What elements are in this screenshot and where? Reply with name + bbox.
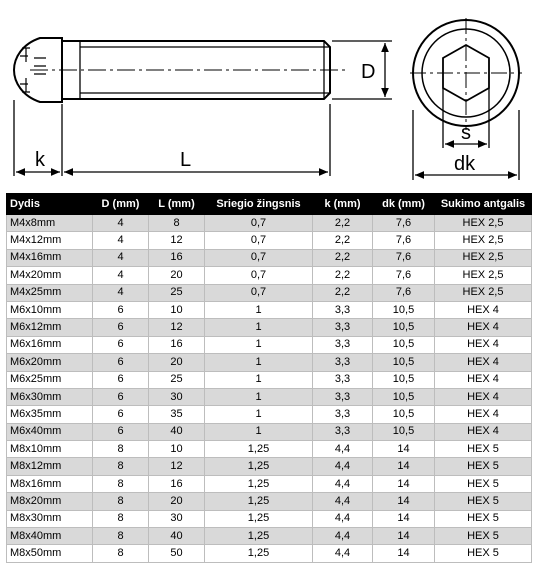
- cell-diameter: 4: [93, 215, 149, 232]
- cell-length: 12: [149, 458, 205, 475]
- label-dk: dk: [454, 153, 476, 175]
- cell-length: 30: [149, 510, 205, 527]
- cell-diameter: 8: [93, 528, 149, 545]
- cell-size: M4x16mm: [7, 249, 93, 266]
- cell-size: M6x10mm: [7, 301, 93, 318]
- cell-length: 12: [149, 232, 205, 249]
- cell-diameter: 6: [93, 336, 149, 353]
- cell-head-diameter: 7,6: [373, 249, 435, 266]
- cell-drive: HEX 2,5: [435, 215, 532, 232]
- cell-head-height: 4,4: [313, 545, 373, 562]
- cell-size: M8x30mm: [7, 510, 93, 527]
- cell-drive: HEX 4: [435, 319, 532, 336]
- cell-drive: HEX 4: [435, 406, 532, 423]
- cell-head-height: 4,4: [313, 475, 373, 492]
- table-row: [7, 232, 532, 249]
- cell-diameter: 4: [93, 267, 149, 284]
- cell-head-height: 3,3: [313, 406, 373, 423]
- cell-length: 16: [149, 336, 205, 353]
- table-row: [7, 528, 532, 545]
- cell-head-diameter: 10,5: [373, 423, 435, 440]
- bolt-side-view: [14, 38, 348, 102]
- cell-head-diameter: 14: [373, 545, 435, 562]
- cell-length: 10: [149, 301, 205, 318]
- cell-thread-pitch: 0,7: [205, 267, 313, 284]
- cell-diameter: 6: [93, 406, 149, 423]
- cell-size: M4x20mm: [7, 267, 93, 284]
- cell-diameter: 8: [93, 545, 149, 562]
- cell-thread-pitch: 1,25: [205, 458, 313, 475]
- header-diameter: D (mm): [93, 194, 149, 215]
- cell-head-height: 3,3: [313, 388, 373, 405]
- cell-diameter: 8: [93, 493, 149, 510]
- cell-thread-pitch: 0,7: [205, 249, 313, 266]
- cell-drive: HEX 2,5: [435, 232, 532, 249]
- table-row: [7, 441, 532, 458]
- cell-head-diameter: 14: [373, 441, 435, 458]
- cell-drive: HEX 4: [435, 423, 532, 440]
- cell-drive: HEX 5: [435, 528, 532, 545]
- cell-size: M6x40mm: [7, 423, 93, 440]
- cell-head-diameter: 10,5: [373, 336, 435, 353]
- cell-length: 12: [149, 319, 205, 336]
- cell-drive: HEX 5: [435, 510, 532, 527]
- cell-diameter: 8: [93, 475, 149, 492]
- table-row: [7, 267, 532, 284]
- cell-drive: HEX 2,5: [435, 284, 532, 301]
- table-row: [7, 510, 532, 527]
- cell-thread-pitch: 0,7: [205, 215, 313, 232]
- cell-head-diameter: 7,6: [373, 232, 435, 249]
- cell-length: 8: [149, 215, 205, 232]
- table-row: [7, 545, 532, 562]
- cell-head-diameter: 7,6: [373, 267, 435, 284]
- cell-length: 20: [149, 493, 205, 510]
- cell-head-height: 4,4: [313, 528, 373, 545]
- cell-head-height: 4,4: [313, 493, 373, 510]
- table-row: [7, 371, 532, 388]
- cell-head-height: 3,3: [313, 301, 373, 318]
- table-header-row: [7, 194, 532, 215]
- cell-head-height: 2,2: [313, 232, 373, 249]
- table-row: [7, 475, 532, 492]
- cell-drive: HEX 5: [435, 441, 532, 458]
- cell-thread-pitch: 1,25: [205, 545, 313, 562]
- header-thread-pitch: Sriegio žingsnis: [205, 194, 313, 215]
- cell-head-height: 3,3: [313, 354, 373, 371]
- cell-length: 40: [149, 528, 205, 545]
- cell-drive: HEX 4: [435, 371, 532, 388]
- cell-thread-pitch: 0,7: [205, 284, 313, 301]
- cell-drive: HEX 4: [435, 354, 532, 371]
- cell-head-diameter: 14: [373, 510, 435, 527]
- cell-size: M4x12mm: [7, 232, 93, 249]
- cell-thread-pitch: 1,25: [205, 528, 313, 545]
- cell-size: M6x25mm: [7, 371, 93, 388]
- table-row: [7, 493, 532, 510]
- cell-thread-pitch: 1: [205, 301, 313, 318]
- cell-head-diameter: 14: [373, 458, 435, 475]
- table-row: [7, 215, 532, 232]
- header-head-height: k (mm): [313, 194, 373, 215]
- cell-drive: HEX 4: [435, 388, 532, 405]
- cell-diameter: 4: [93, 232, 149, 249]
- cell-drive: HEX 5: [435, 458, 532, 475]
- cell-thread-pitch: 1,25: [205, 441, 313, 458]
- cell-thread-pitch: 1: [205, 371, 313, 388]
- cell-drive: HEX 5: [435, 475, 532, 492]
- cell-head-diameter: 14: [373, 475, 435, 492]
- table-body: [7, 215, 532, 563]
- cell-size: M6x16mm: [7, 336, 93, 353]
- cell-size: M6x20mm: [7, 354, 93, 371]
- cell-head-diameter: 10,5: [373, 371, 435, 388]
- cell-thread-pitch: 1: [205, 388, 313, 405]
- cell-length: 25: [149, 371, 205, 388]
- label-D: D: [361, 61, 376, 83]
- cell-thread-pitch: 0,7: [205, 232, 313, 249]
- cell-length: 20: [149, 267, 205, 284]
- cell-drive: HEX 5: [435, 545, 532, 562]
- cell-head-diameter: 14: [373, 493, 435, 510]
- table-row: [7, 388, 532, 405]
- cell-size: M8x20mm: [7, 493, 93, 510]
- table-row: [7, 319, 532, 336]
- cell-diameter: 8: [93, 510, 149, 527]
- cell-size: M8x10mm: [7, 441, 93, 458]
- table-row: [7, 458, 532, 475]
- cell-head-diameter: 7,6: [373, 215, 435, 232]
- cell-size: M6x35mm: [7, 406, 93, 423]
- cell-head-height: 3,3: [313, 371, 373, 388]
- cell-thread-pitch: 1,25: [205, 493, 313, 510]
- cell-thread-pitch: 1: [205, 406, 313, 423]
- cell-diameter: 6: [93, 388, 149, 405]
- cell-size: M4x25mm: [7, 284, 93, 301]
- cell-diameter: 4: [93, 284, 149, 301]
- cell-diameter: 4: [93, 249, 149, 266]
- cell-drive: HEX 2,5: [435, 267, 532, 284]
- cell-thread-pitch: 1: [205, 354, 313, 371]
- cell-diameter: 6: [93, 319, 149, 336]
- cell-size: M8x16mm: [7, 475, 93, 492]
- length-dimensions: [14, 100, 330, 176]
- cell-head-height: 2,2: [313, 215, 373, 232]
- cell-length: 40: [149, 423, 205, 440]
- table-row: [7, 423, 532, 440]
- table-row: [7, 336, 532, 353]
- cell-drive: HEX 4: [435, 301, 532, 318]
- cell-length: 16: [149, 249, 205, 266]
- cell-head-diameter: 14: [373, 528, 435, 545]
- label-k: k: [35, 149, 45, 171]
- cell-head-diameter: 7,6: [373, 284, 435, 301]
- table-row: [7, 406, 532, 423]
- cell-head-height: 2,2: [313, 267, 373, 284]
- cell-thread-pitch: 1: [205, 423, 313, 440]
- cell-diameter: 6: [93, 301, 149, 318]
- cell-thread-pitch: 1: [205, 336, 313, 353]
- header-length: L (mm): [149, 194, 205, 215]
- cell-size: M4x8mm: [7, 215, 93, 232]
- cell-head-height: 3,3: [313, 423, 373, 440]
- cell-length: 16: [149, 475, 205, 492]
- header-head-diameter: dk (mm): [373, 194, 435, 215]
- bolt-size-table: [6, 193, 532, 563]
- cell-drive: HEX 5: [435, 493, 532, 510]
- cell-size: M6x12mm: [7, 319, 93, 336]
- cell-head-height: 4,4: [313, 441, 373, 458]
- cell-head-height: 3,3: [313, 336, 373, 353]
- cell-head-height: 4,4: [313, 510, 373, 527]
- table-row: [7, 284, 532, 301]
- cell-length: 20: [149, 354, 205, 371]
- bolt-technical-drawing: [0, 0, 540, 192]
- cell-size: M8x50mm: [7, 545, 93, 562]
- cell-size: M6x30mm: [7, 388, 93, 405]
- cell-length: 25: [149, 284, 205, 301]
- bolt-end-view: [410, 18, 522, 130]
- cell-drive: HEX 4: [435, 336, 532, 353]
- header-size: Dydis: [7, 194, 93, 215]
- cell-drive: HEX 2,5: [435, 249, 532, 266]
- cell-length: 50: [149, 545, 205, 562]
- cell-size: M8x40mm: [7, 528, 93, 545]
- cell-thread-pitch: 1,25: [205, 510, 313, 527]
- cell-diameter: 6: [93, 354, 149, 371]
- cell-head-diameter: 10,5: [373, 319, 435, 336]
- cell-thread-pitch: 1,25: [205, 475, 313, 492]
- cell-thread-pitch: 1: [205, 319, 313, 336]
- cell-diameter: 6: [93, 423, 149, 440]
- table-row: [7, 301, 532, 318]
- table-row: [7, 249, 532, 266]
- cell-length: 35: [149, 406, 205, 423]
- cell-head-height: 3,3: [313, 319, 373, 336]
- label-s: s: [461, 122, 471, 144]
- cell-head-diameter: 10,5: [373, 388, 435, 405]
- cell-size: M8x12mm: [7, 458, 93, 475]
- cell-head-height: 2,2: [313, 284, 373, 301]
- cell-head-diameter: 10,5: [373, 354, 435, 371]
- cell-diameter: 8: [93, 441, 149, 458]
- table-row: [7, 354, 532, 371]
- header-drive: Sukimo antgalis: [435, 194, 532, 215]
- cell-head-diameter: 10,5: [373, 406, 435, 423]
- cell-length: 10: [149, 441, 205, 458]
- cell-diameter: 6: [93, 371, 149, 388]
- label-L: L: [180, 149, 192, 171]
- cell-diameter: 8: [93, 458, 149, 475]
- cell-head-diameter: 10,5: [373, 301, 435, 318]
- cell-length: 30: [149, 388, 205, 405]
- cell-head-height: 2,2: [313, 249, 373, 266]
- cell-head-height: 4,4: [313, 458, 373, 475]
